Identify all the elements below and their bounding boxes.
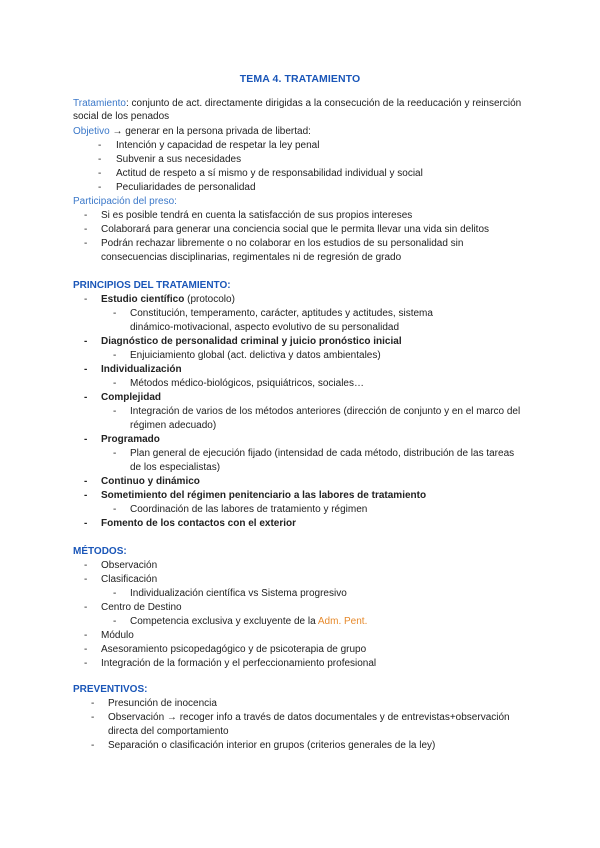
objetivo-line (73, 125, 311, 138)
principio-bold: Estudio científico (101, 294, 185, 305)
sub-item: Coordinación de las labores de tratamiento y régimen (130, 504, 368, 515)
bullet-dash: - (84, 574, 88, 585)
list-item: Actitud de respeto a sí mismo y de responsabilidad individual y social (116, 168, 423, 179)
preventivos-heading: PREVENTIVOS: (73, 684, 148, 695)
bullet-dash: - (84, 392, 88, 403)
bullet-dash: - (98, 168, 102, 179)
principio-programado: Programado (101, 434, 160, 445)
page-title: TEMA 4. TRATAMIENTO (239, 73, 361, 85)
sub-item-continuation: régimen adecuado) (130, 420, 217, 431)
principio-estudio (101, 293, 235, 306)
bullet-dash: - (113, 350, 117, 361)
list-item-continuation: directa del comportamiento (108, 726, 229, 737)
principio-rest: (protocolo) (184, 294, 235, 305)
bullet-dash: - (91, 698, 95, 709)
bullet-dash: - (84, 238, 88, 249)
list-item: Centro de Destino (101, 602, 182, 613)
bullet-dash: - (84, 518, 88, 529)
list-item: Módulo (101, 630, 134, 641)
principio-individualizacion: Individualización (101, 364, 182, 375)
principio-complejidad: Complejidad (101, 392, 162, 403)
sub-item-text: Competencia exclusiva y excluyente de la (130, 616, 318, 627)
bullet-dash: - (113, 308, 117, 319)
highlight-text: Adm. Pent. (317, 616, 368, 627)
sub-item: Plan general de ejecución fijado (intensidad de cada método, distribución de las tareas (130, 448, 515, 459)
bullet-dash: - (113, 504, 117, 515)
list-item: Intención y capacidad de respetar la ley penal (116, 140, 320, 151)
bullet-dash: - (84, 336, 88, 347)
sub-item-continuation: de los especialistas) (130, 462, 221, 473)
list-item: Integración de la formación y el perfeccionamiento profesional (101, 658, 377, 669)
tratamiento-label: Tratamiento (73, 98, 126, 109)
sub-item-continuation: dinámico-motivacional, aspecto evolutivo de su personalidad (130, 322, 400, 333)
tratamiento-text-line2: social de los penados (73, 111, 170, 122)
bullet-dash: - (84, 644, 88, 655)
sub-item: Métodos médico-biológicos, psiquiátricos, sociales… (130, 378, 364, 389)
sub-item: Enjuiciamiento global (act. delictiva y datos ambientales) (130, 350, 381, 361)
sub-item: Individualización científica vs Sistema progresivo (130, 588, 347, 599)
principio-fomento: Fomento de los contactos con el exterior (101, 518, 297, 529)
list-item: Podrán rechazar libremente o no colaborar en los estudios de su personalidad sin (101, 238, 464, 249)
principio-continuo: Continuo y dinámico (101, 476, 200, 487)
bullet-dash: - (84, 658, 88, 669)
bullet-dash: - (113, 406, 117, 417)
sub-item: Constitución, temperamento, carácter, aptitudes y actitudes, sistema (130, 308, 433, 319)
bullet-dash: - (84, 294, 88, 305)
bullet-dash: - (91, 740, 95, 751)
objetivo-label: Objetivo (73, 126, 110, 137)
bullet-dash: - (84, 210, 88, 221)
bullet-dash: - (113, 588, 117, 599)
list-item: Subvenir a sus necesidades (116, 154, 242, 165)
participacion-label: Participación del preso: (73, 196, 177, 207)
bullet-dash: - (98, 182, 102, 193)
bullet-dash: - (98, 154, 102, 165)
list-item: Peculiaridades de personalidad (116, 182, 256, 193)
bullet-dash: - (84, 434, 88, 445)
list-item: Asesoramiento psicopedagógico y de psicoterapia de grupo (101, 644, 367, 655)
bullet-dash: - (113, 616, 117, 627)
sub-item (130, 615, 367, 628)
bullet-dash: - (84, 602, 88, 613)
list-item: Observación → recoger info a través de datos documentales y de entrevistas+observación (108, 712, 510, 723)
list-item: Observación (101, 560, 158, 571)
list-item: Presunción de inocencia (108, 698, 217, 709)
principios-heading: PRINCIPIOS DEL TRATAMIENTO: (73, 280, 231, 291)
metodos-heading: MÉTODOS: (73, 546, 127, 557)
list-item: Separación o clasificación interior en grupos (criterios generales de la ley) (108, 740, 436, 751)
bullet-dash: - (98, 140, 102, 151)
objetivo-text: → generar en la persona privada de libertad: (109, 126, 311, 137)
principio-diagnostico: Diagnóstico de personalidad criminal y juicio pronóstico inicial (101, 336, 402, 347)
bullet-dash: - (113, 378, 117, 389)
sub-item: Integración de varios de los métodos anteriores (dirección de conjunto y en el marco del (130, 406, 521, 417)
tratamiento-text: : conjunto de act. directamente dirigidas a la consecución de la reeducación y reinserción (125, 98, 522, 109)
bullet-dash: - (84, 364, 88, 375)
bullet-dash: - (84, 224, 88, 235)
bullet-dash: - (91, 712, 95, 723)
bullet-dash: - (84, 490, 88, 501)
list-item-continuation: consecuencias disciplinarias, regimentales ni de regresión de grado (101, 252, 402, 263)
bullet-dash: - (84, 560, 88, 571)
list-item: Colaborará para generar una conciencia social que le permita llevar una vida sin delitos (101, 224, 490, 235)
bullet-dash: - (84, 630, 88, 641)
bullet-dash: - (84, 476, 88, 487)
bullet-dash: - (113, 448, 117, 459)
list-item: Clasificación (101, 574, 158, 585)
principio-sometimiento: Sometimiento del régimen penitenciario a las labores de tratamiento (101, 490, 427, 501)
tratamiento-definition (73, 97, 521, 110)
list-item: Si es posible tendrá en cuenta la satisfacción de sus propios intereses (101, 210, 413, 221)
